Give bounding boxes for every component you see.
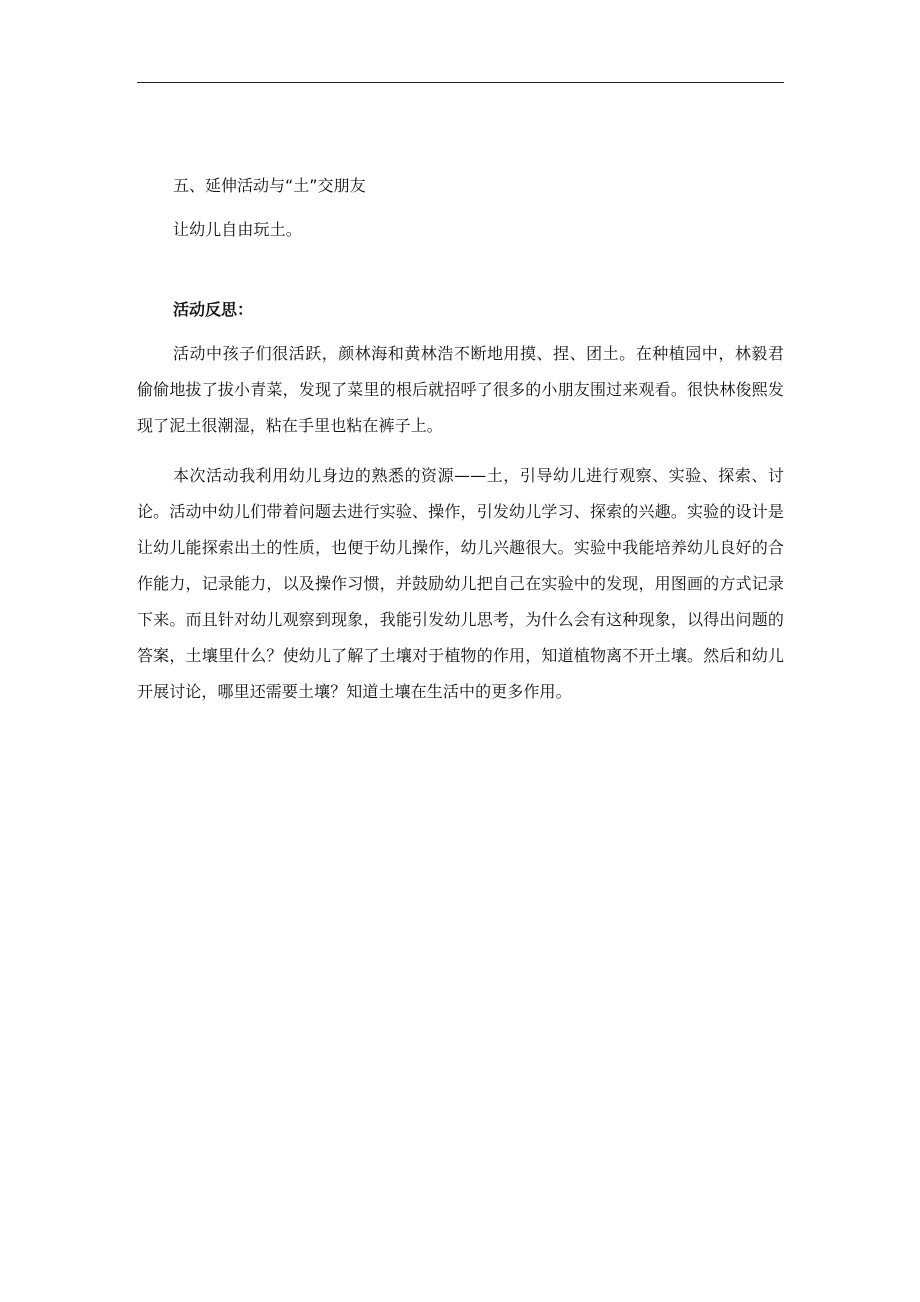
section-heading: 五、延伸活动与“土”交朋友	[173, 176, 366, 195]
spacer	[137, 444, 784, 458]
spacer	[137, 248, 784, 292]
spacer	[137, 204, 784, 212]
reflection-paragraph-1: 活动中孩子们很活跃，颜林海和黄林浩不断地用摸、捏、团土。在种植园中，林毅君偷偷地拔了拔小青菜，发现了菜里的根后就招呼了很多的小朋友围过来观看。很快林俊熙发现了泥土很潮湿，粘在手里也粘在裤子上。	[137, 344, 784, 435]
reflection-paragraph-2: 本次活动我利用幼儿身边的熟悉的资源——土，引导幼儿进行观察、实验、探索、讨论。活动中幼儿们带着问题去进行实验、操作，引发幼儿学习、探索的兴趣。实验的设计是让幼儿能探索出土的性质，也便于幼儿操作，幼儿兴趣很大。实验中我能培养幼儿良好的合作能力，记录能力，以及操作习惯，并鼓励幼儿把自己在实验中的发现，用图画的方式记录下来。而且针对幼儿观察到现象，我能引发幼儿思考，为什么会有这种现象，以得出问题的答案，土壤里什么？使幼儿了解了土壤对于植物的作用，知道植物离不开土壤。然后和幼儿开展讨论，哪里还需要土壤？知道土壤在生活中的更多作用。	[137, 466, 784, 701]
spacer	[137, 328, 784, 336]
reflection-heading: 活动反思：	[173, 300, 254, 319]
header-rule	[137, 82, 784, 83]
document-body	[137, 168, 784, 710]
section-body: 让幼儿自由玩土。	[173, 220, 302, 239]
